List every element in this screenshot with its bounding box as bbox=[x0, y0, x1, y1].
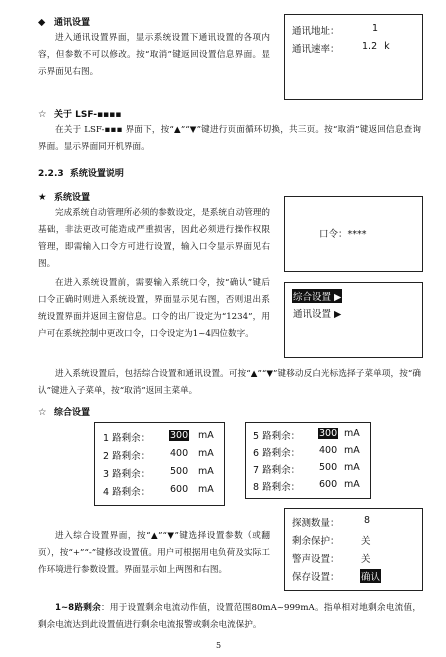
setting-label: 探测数量： bbox=[292, 518, 340, 529]
setting-value[interactable]: 关 bbox=[361, 554, 371, 565]
setting-label: 剩余保护： bbox=[292, 536, 340, 547]
channel-unit: mA bbox=[344, 479, 360, 490]
channel-label: 4 路剩余： bbox=[103, 487, 151, 498]
channel-unit: mA bbox=[198, 484, 214, 495]
channel-description bbox=[38, 600, 421, 634]
setting-value[interactable]: 8 bbox=[364, 515, 371, 526]
channel-description-text: ：用于设置剩余电流动作值，设置范围80mA~999mA。指单相对地剩余电流值，剩余电流达到此设置值进行剩余电流报警或剩余电流保护。 bbox=[38, 603, 421, 630]
channel-label: 6 路剩余： bbox=[253, 448, 301, 459]
comm-heading-text: 通讯设置 bbox=[54, 18, 91, 28]
password-text: 口令：**** bbox=[319, 229, 367, 240]
channel-unit: mA bbox=[198, 430, 214, 441]
channel-label: 1 路剩余： bbox=[103, 433, 151, 444]
comm-address-label: 通讯地址： bbox=[292, 26, 340, 37]
channel-label: 7 路剩余： bbox=[253, 465, 301, 476]
channel-label: 5 路剩余： bbox=[253, 431, 301, 442]
menu-item-general[interactable]: 综合设置 ▶ bbox=[292, 289, 342, 303]
general-screen-right bbox=[245, 422, 371, 499]
channel-label: 2 路剩余： bbox=[103, 451, 151, 462]
sys-heading-text: 系统设置 bbox=[54, 193, 91, 203]
comm-rate-value: 1.2 k bbox=[362, 41, 390, 52]
setting-label: 保存设置： bbox=[292, 572, 340, 583]
comm-heading bbox=[38, 15, 90, 28]
channel-value[interactable]: 400 bbox=[319, 445, 338, 456]
about-heading-text: 关于 LSF-▪▪▪▪ bbox=[54, 110, 122, 120]
setting-label: 警声设置： bbox=[292, 554, 340, 565]
menu-item-comm[interactable]: 通讯设置 ▶ bbox=[293, 309, 342, 320]
general-heading-text: 综合设置 bbox=[54, 408, 91, 418]
channel-value[interactable]: 600 bbox=[319, 479, 338, 490]
page-number: 5 bbox=[216, 641, 222, 650]
general-heading bbox=[38, 405, 90, 418]
diamond-icon: ◆ bbox=[38, 17, 46, 28]
channel-value[interactable]: 500 bbox=[170, 466, 189, 477]
channel-label: 8 路剩余： bbox=[253, 482, 301, 493]
channel-unit: mA bbox=[344, 445, 360, 456]
channel-value-selected[interactable]: 300 bbox=[319, 428, 338, 439]
save-confirm-value[interactable]: 确认 bbox=[360, 569, 381, 583]
menu-screen bbox=[284, 282, 423, 358]
channel-unit: mA bbox=[198, 448, 214, 459]
channel-value[interactable]: 500 bbox=[319, 462, 338, 473]
comm-address-value: 1 bbox=[372, 23, 379, 34]
password-screen bbox=[284, 196, 423, 272]
sys-paragraph-3: 进入系统设置后，包括综合设置和通讯设置。可按“▲”“▼”键移动反白光标选择子菜单项，按“确认”键进入子菜单，按“取消”返回主菜单。 bbox=[38, 369, 421, 396]
sys-heading bbox=[38, 190, 90, 203]
comm-screen bbox=[284, 14, 423, 100]
star-outline-icon: ☆ bbox=[38, 109, 47, 120]
comm-paragraph: 进入通讯设置界面，显示系统设置下通讯设置的各项内容，但参数不可以修改。按“取消”键返回设置信息界面。显示界面见右图。 bbox=[38, 33, 270, 77]
general-screen-left bbox=[94, 422, 225, 506]
about-heading bbox=[38, 107, 121, 120]
setting-value[interactable]: 关 bbox=[361, 536, 371, 547]
channel-unit: mA bbox=[198, 466, 214, 477]
general-paragraph: 进入综合设置界面，按“▲”“▼”键选择设置参数（或翻页），按“+”“-”键修改设置值。用户可根据用电负荷及实际工作环境进行参数设置。界面显示如上两图和右图。 bbox=[38, 531, 270, 575]
star-outline-icon: ☆ bbox=[38, 407, 47, 418]
section-number: 2.2.3 bbox=[38, 169, 64, 179]
channel-value[interactable]: 400 bbox=[170, 448, 189, 459]
section-heading bbox=[38, 166, 124, 179]
comm-rate-label: 通讯速率： bbox=[292, 44, 340, 55]
channel-label: 3 路剩余： bbox=[103, 469, 151, 480]
channel-unit: mA bbox=[344, 428, 360, 439]
channel-description-term: 1~8路剩余 bbox=[55, 603, 101, 613]
general-screen-bottom bbox=[284, 508, 423, 591]
channel-value[interactable]: 600 bbox=[170, 484, 189, 495]
section-title: 系统设置说明 bbox=[69, 169, 124, 179]
sys-paragraph-2: 在进入系统设置前，需要输入系统口令，按“确认”键后口令正确时则进入系统设置，界面显示见右图，否则退出系统设置界面并返回主窗信息。口令的出厂设定为“1234”，用户可在系统控制中更改口令，口令设定为1~4四位数字。 bbox=[38, 278, 270, 339]
about-paragraph: 在关于 LSF-▪▪▪ 界面下，按“▲”“▼”键进行页面循环切换，共三页。按“取消”键返回信息查询界面。显示界面同开机界面。 bbox=[38, 125, 421, 152]
channel-unit: mA bbox=[344, 462, 360, 473]
channel-value-selected[interactable]: 300 bbox=[170, 430, 189, 441]
star-filled-icon: ★ bbox=[38, 192, 47, 203]
sys-paragraph-1: 完成系统自动管理所必须的参数设定，是系统自动管理的基础，非法更改可能造成严重损害，因此必须进行操作权限管理，即需输入口令方可进行设置，输入口令显示界面见右图。 bbox=[38, 208, 270, 269]
